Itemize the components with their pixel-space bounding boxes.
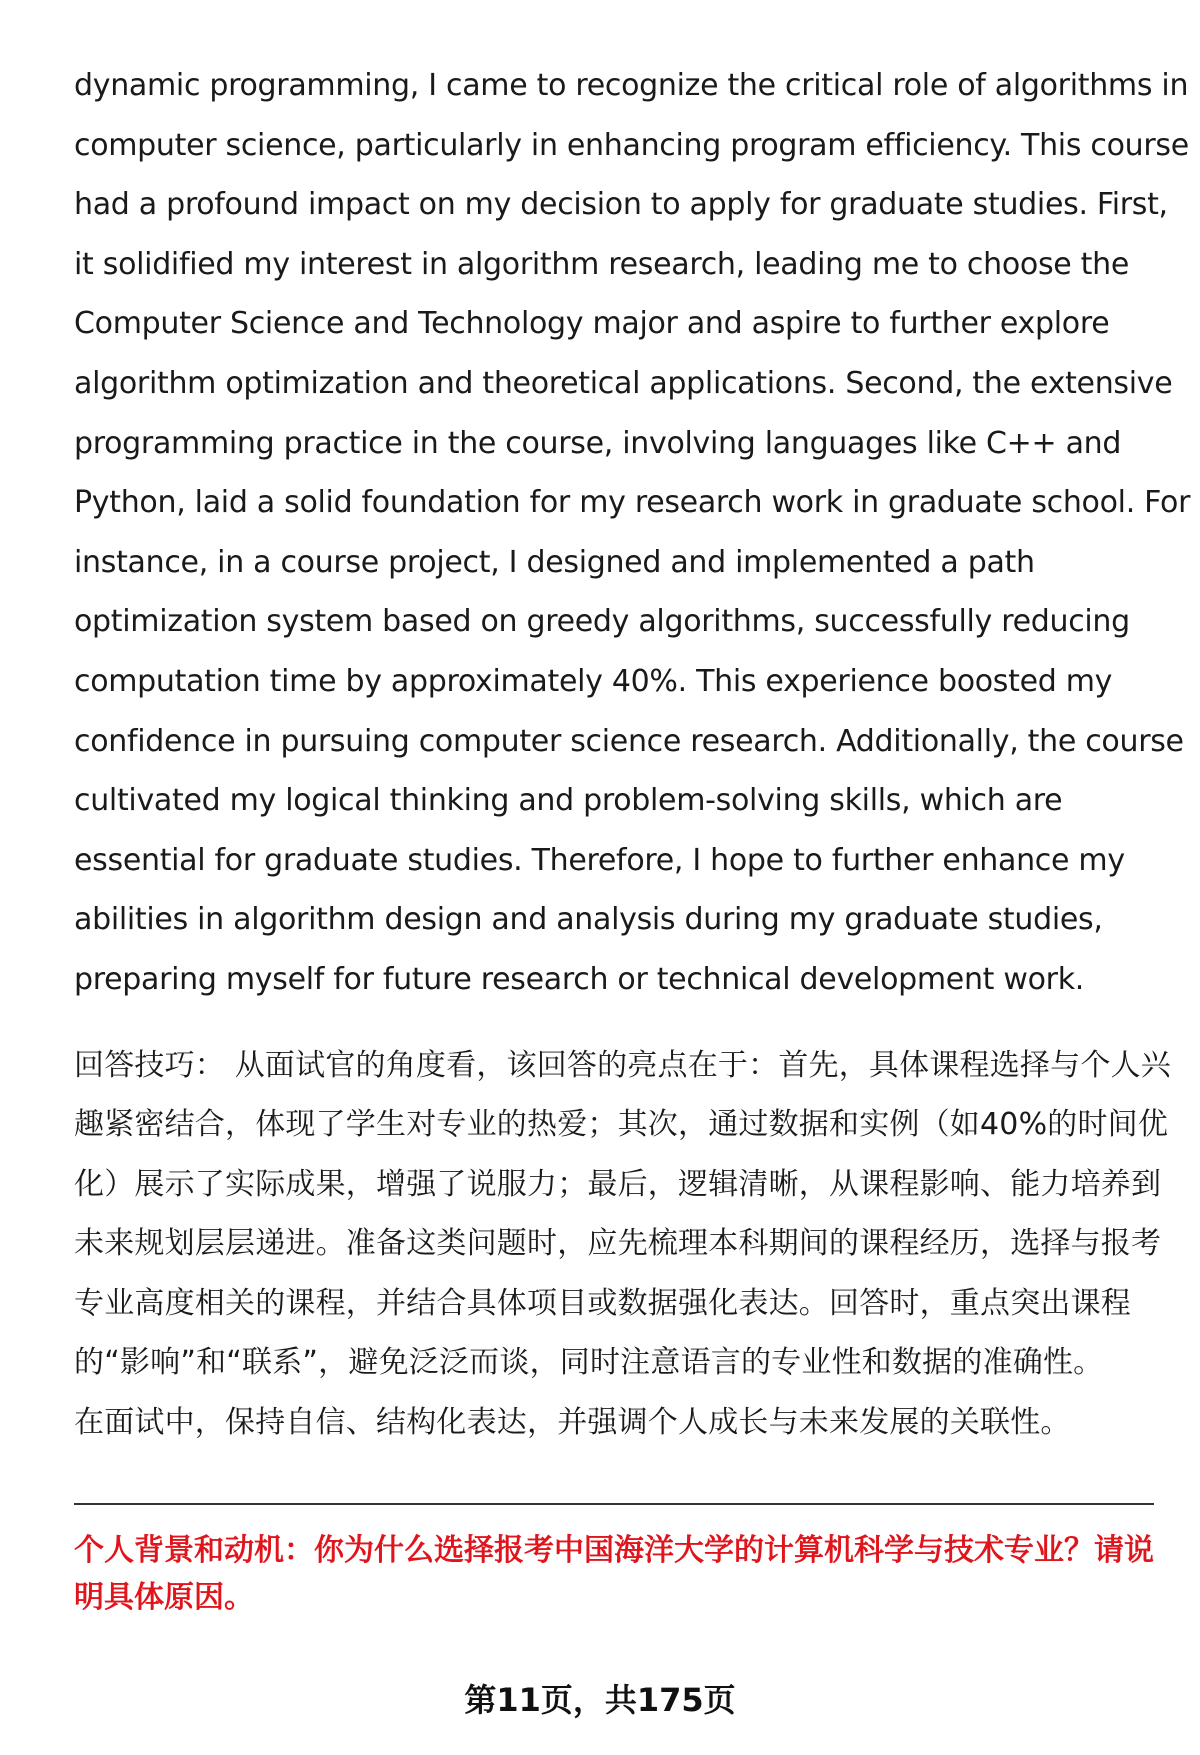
question-heading <box>74 1527 1154 1621</box>
answer-line: abilities in algorithm design and analysis during my graduate studies, <box>74 902 1103 938</box>
tips-line: 专业高度相关的课程，并结合具体项目或数据强化表达。回答时，重点突出课程 <box>74 1285 1131 1321</box>
answer-line: it solidified my interest in algorithm research, leading me to choose the <box>74 246 1129 282</box>
answer-line: optimization system based on greedy algorithms, successfully reducing <box>74 604 1130 640</box>
answer-line: dynamic programming, I came to recognize the critical role of algorithms in <box>74 68 1189 103</box>
answer-line: essential for graduate studies. Therefore, I hope to further enhance my <box>74 842 1125 878</box>
page-number: 第11页，共175页 <box>464 1681 736 1719</box>
answer-line: Computer Science and Technology major and aspire to further explore <box>74 306 1110 342</box>
answer-line: computer science, particularly in enhancing program efficiency. This course <box>74 127 1189 163</box>
answer-paragraph <box>74 56 1191 1010</box>
answer-line: algorithm optimization and theoretical applications. Second, the extensive <box>74 365 1173 401</box>
tips-line: 趣紧密结合，体现了学生对专业的热爱；其次，通过数据和实例（如40%的时间优 <box>74 1107 1169 1143</box>
answer-line: confidence in pursuing computer science research. Additionally, the course <box>74 723 1184 759</box>
answer-line: had a profound impact on my decision to apply for graduate studies. First, <box>74 187 1168 223</box>
question-line: 明具体原因。 <box>74 1580 254 1615</box>
tips-line: 在面试中，保持自信、结构化表达，并强调个人成长与未来发展的关联性。 <box>74 1405 1071 1441</box>
answer-line: instance, in a course project, I designed and implemented a path <box>74 544 1035 580</box>
tips-line: 化）展示了实际成果，增强了说服力；最后，逻辑清晰，从课程影响、能力培养到 <box>74 1166 1162 1202</box>
document-body <box>74 56 1191 1453</box>
section-divider <box>74 1503 1154 1505</box>
answer-line: Python, laid a solid foundation for my research work in graduate school. For <box>74 485 1191 521</box>
answer-line: preparing myself for future research or technical development work. <box>74 961 1085 997</box>
answer-tips-paragraph <box>74 1036 1171 1453</box>
answer-line: computation time by approximately 40%. This experience boosted my <box>74 663 1113 699</box>
answer-line: cultivated my logical thinking and problem-solving skills, which are <box>74 783 1063 819</box>
tips-line: 未来规划层层递进。准备这类问题时，应先梳理本科期间的课程经历，选择与报考 <box>74 1226 1162 1262</box>
question-line: 个人背景和动机：你为什么选择报考中国海洋大学的计算机科学与技术专业？请说 <box>74 1533 1154 1568</box>
tips-line: 的“影响”和“联系”，避免泛泛而谈，同时注意语言的专业性和数据的准确性。 <box>74 1345 1104 1381</box>
answer-line: programming practice in the course, involving languages like C++ and <box>74 425 1122 461</box>
tips-line: 回答技巧： 从面试官的角度看，该回答的亮点在于：首先，具体课程选择与个人兴 <box>74 1047 1171 1083</box>
